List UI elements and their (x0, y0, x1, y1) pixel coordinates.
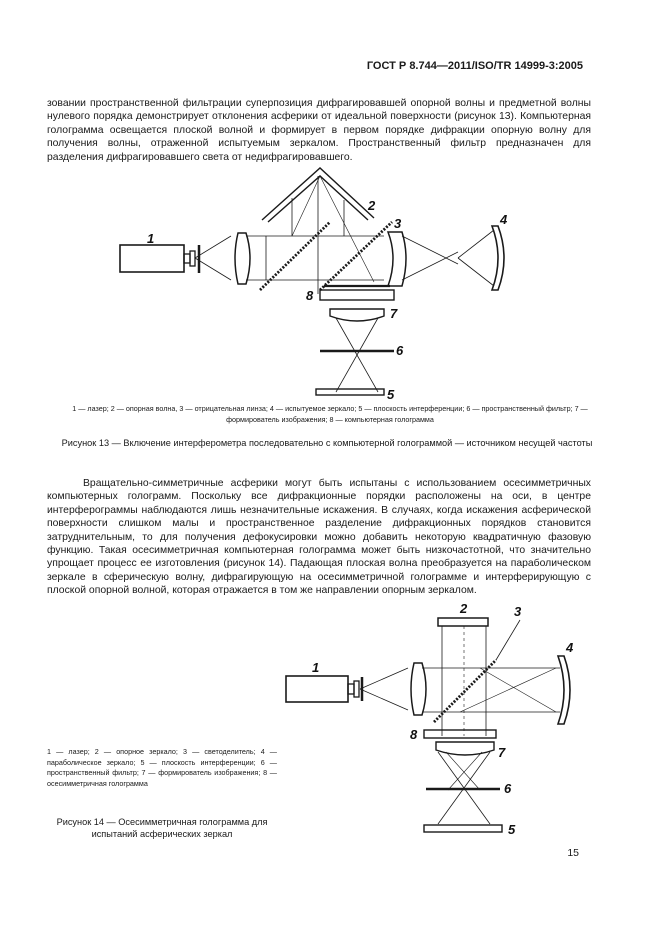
paragraph-axisymmetric: Вращательно-симметричные асферики могут быть испытаны с использованием осесимметричных компьютерных голограмм. Поскольку все дифракционные порядки расположены на оси, в центре интерферограммы наблюдаются лишь незначительные искажения. В случаях, когда искажения асферической поверхности слишком малы и пространственное разделение дифракционных порядков становится затруднительным, то для получения дефокусировки можно добавить некоторую квадратичную фазовую функцию. Такая осесимметричная компьютерная голограмма может быть низкочастотной, что значительно упрощает процесс ее изготовления (рисунок 14). Падающая плоская волна преобразуется на параболическом зеркале в сферическую волну, дифрагирующую на осесимметричной голограмме и интерферирующую с плоской опорной волной, которая отражается в том же направлении опорным зеркалом. (47, 478, 591, 597)
hologram-8 (424, 730, 496, 738)
fig14-label-1: 1 (312, 660, 320, 675)
imaging-former-7 (436, 742, 494, 755)
figure-14-legend: 1 — лазер; 2 — опорное зеркало; 3 — светоделитель; 4 — параболическое зеркало; 5 — плоскость интерференции; 6 — пространственный фильтр; 7 — формирователь изображения; 8 — осесимметричная голограмма (47, 747, 277, 788)
fig14-label-7: 7 (498, 745, 506, 760)
fig14-label-3: 3 (514, 604, 522, 619)
fig13-label-8: 8 (306, 288, 314, 303)
fig13-label-2: 2 (368, 198, 376, 213)
fig13-label-3: 3 (394, 216, 402, 231)
fig13-label-4: 4 (500, 212, 508, 227)
paragraph-intro: зовании пространственной фильтрации суперпозиция дифрагировавшей опорной волны и предметной волны нулевого порядка демонстрирует отклонения асферики от идеальной поверхности (рисунок 13). Компьютерная голограмма освещается плоской волной и формирует в первом порядке дифракции опорную волну для получения волны, отраженной испытуемым зеркалом. Пространственный фильтр предназначен для разделения дифрагировавшего света от недифрагировавшего. (47, 98, 591, 163)
parabolic-mirror-4 (558, 656, 570, 724)
collimator-lens (411, 663, 426, 715)
page-number: 15 (567, 847, 579, 859)
fig13-label-5: 5 (387, 387, 395, 402)
beamsplitter-3 (434, 660, 496, 722)
fig14-label-6: 6 (504, 781, 512, 796)
reference-mirror-2 (438, 618, 488, 626)
fig13-label-7: 7 (390, 306, 398, 321)
fig14-label-5: 5 (508, 822, 516, 837)
figure-13-legend: 1 — лазер; 2 — опорная волна, 3 — отрицательная линза; 4 — испытуемое зеркало; 5 — плоскость интерференции; 6 — пространственный фильтр; 7 — формирователь изображения; 8 — компьютерная голограмма (72, 404, 588, 424)
document-header: ГОСТ Р 8.744—2011/ISO/TR 14999-3:2005 (366, 60, 583, 72)
laser-1 (286, 676, 348, 702)
fig14-label-2: 2 (460, 601, 468, 616)
fig14-label-8: 8 (410, 727, 418, 742)
fig14-label-4: 4 (566, 640, 574, 655)
fig13-label-6: 6 (396, 343, 404, 358)
figure-14-caption: Рисунок 14 — Осесимметричная голограмма для испытаний асферических зеркал (56, 817, 268, 840)
fig13-label-1: 1 (147, 231, 155, 246)
interference-plane-5 (424, 825, 502, 832)
figure-13-caption: Рисунок 13 — Включение интерферометра последовательно с компьютерной голограммой — источником несущей частоты (61, 438, 593, 448)
